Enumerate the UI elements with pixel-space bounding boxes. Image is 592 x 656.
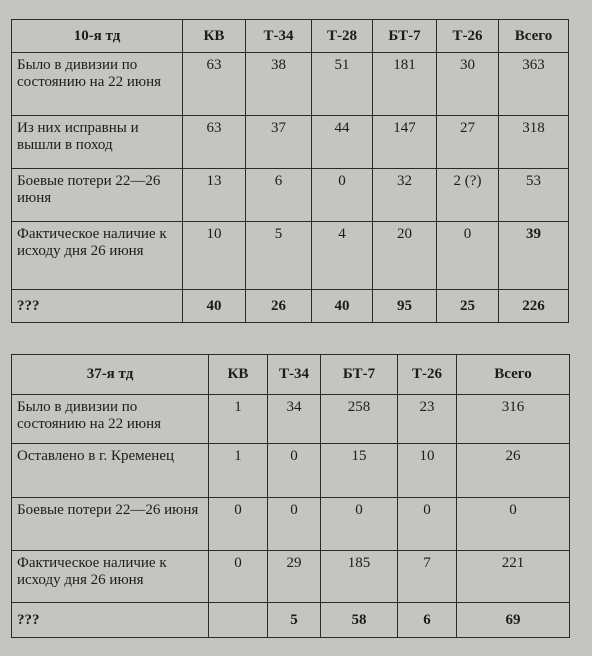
- cell-t26: 2 (?): [437, 169, 499, 222]
- header-bt7: БТ-7: [373, 20, 437, 53]
- row-label: Боевые потери 22—26 июня: [12, 169, 183, 222]
- cell-t28: 4: [312, 222, 373, 290]
- cell-t34: 6: [246, 169, 312, 222]
- cell-t26: 7: [398, 551, 457, 603]
- cell-t26: 10: [398, 444, 457, 498]
- cell-t26: 25: [437, 290, 499, 323]
- cell-total: 316: [457, 395, 570, 444]
- cell-bt7: 185: [321, 551, 398, 603]
- cell-total: 39: [499, 222, 569, 290]
- table-row: [12, 53, 569, 116]
- cell-bt7: 258: [321, 395, 398, 444]
- cell-kv: 0: [209, 551, 268, 603]
- table-row: [12, 222, 569, 290]
- header-t34: Т-34: [246, 20, 312, 53]
- cell-t26: 0: [398, 498, 457, 551]
- table-10th-tank-division: [11, 19, 569, 323]
- cell-t34: 5: [268, 603, 321, 638]
- header-division: 37-я тд: [12, 355, 209, 395]
- cell-kv: 0: [209, 498, 268, 551]
- cell-total: 226: [499, 290, 569, 323]
- cell-t26: 0: [437, 222, 499, 290]
- row-label: Из них исправны и вышли в поход: [12, 116, 183, 169]
- cell-total: 53: [499, 169, 569, 222]
- cell-total: 318: [499, 116, 569, 169]
- cell-t34: 5: [246, 222, 312, 290]
- cell-t34: 34: [268, 395, 321, 444]
- row-label: Фактическое наличие к исходу дня 26 июня: [12, 551, 209, 603]
- row-label: Боевые потери 22—26 июня: [12, 498, 209, 551]
- table-row: [12, 444, 570, 498]
- cell-t26: 6: [398, 603, 457, 638]
- cell-total: 221: [457, 551, 570, 603]
- table-row: [12, 498, 570, 551]
- row-label: Было в дивизии по состоянию на 22 июня: [12, 53, 183, 116]
- table-37th-tank-division: [11, 354, 570, 638]
- header-t34: Т-34: [268, 355, 321, 395]
- table-row: [12, 169, 569, 222]
- cell-bt7: 20: [373, 222, 437, 290]
- cell-bt7: 147: [373, 116, 437, 169]
- cell-total: 69: [457, 603, 570, 638]
- cell-total: 26: [457, 444, 570, 498]
- table-row: [12, 551, 570, 603]
- header-t28: Т-28: [312, 20, 373, 53]
- row-label: Оставлено в г. Кременец: [12, 444, 209, 498]
- cell-t28: 40: [312, 290, 373, 323]
- cell-t26: 27: [437, 116, 499, 169]
- table-header-row: [12, 355, 570, 395]
- cell-t34: 29: [268, 551, 321, 603]
- cell-bt7: 58: [321, 603, 398, 638]
- cell-kv: 40: [183, 290, 246, 323]
- cell-t34: 26: [246, 290, 312, 323]
- cell-t28: 0: [312, 169, 373, 222]
- header-kv: КВ: [183, 20, 246, 53]
- header-kv: КВ: [209, 355, 268, 395]
- table-header-row: [12, 20, 569, 53]
- cell-total: 363: [499, 53, 569, 116]
- header-t26: Т-26: [437, 20, 499, 53]
- table-row: [12, 116, 569, 169]
- cell-t28: 44: [312, 116, 373, 169]
- header-total: Всего: [499, 20, 569, 53]
- row-label: ???: [12, 603, 209, 638]
- header-t26: Т-26: [398, 355, 457, 395]
- cell-total: 0: [457, 498, 570, 551]
- cell-t34: 38: [246, 53, 312, 116]
- cell-t26: 23: [398, 395, 457, 444]
- cell-kv: 10: [183, 222, 246, 290]
- row-label: ???: [12, 290, 183, 323]
- cell-kv: 63: [183, 53, 246, 116]
- cell-bt7: 15: [321, 444, 398, 498]
- cell-t26: 30: [437, 53, 499, 116]
- cell-kv: 1: [209, 395, 268, 444]
- cell-kv: 13: [183, 169, 246, 222]
- cell-t34: 37: [246, 116, 312, 169]
- cell-kv: 1: [209, 444, 268, 498]
- header-division: 10-я тд: [12, 20, 183, 53]
- cell-kv: [209, 603, 268, 638]
- cell-t28: 51: [312, 53, 373, 116]
- cell-kv: 63: [183, 116, 246, 169]
- header-total: Всего: [457, 355, 570, 395]
- header-bt7: БТ-7: [321, 355, 398, 395]
- row-label: Фактическое наличие к исходу дня 26 июня: [12, 222, 183, 290]
- cell-t34: 0: [268, 444, 321, 498]
- table-row: [12, 395, 570, 444]
- table-row: [12, 290, 569, 323]
- row-label: Было в дивизии по состоянию на 22 июня: [12, 395, 209, 444]
- cell-t34: 0: [268, 498, 321, 551]
- cell-bt7: 95: [373, 290, 437, 323]
- cell-bt7: 0: [321, 498, 398, 551]
- cell-bt7: 32: [373, 169, 437, 222]
- cell-bt7: 181: [373, 53, 437, 116]
- table-row: [12, 603, 570, 638]
